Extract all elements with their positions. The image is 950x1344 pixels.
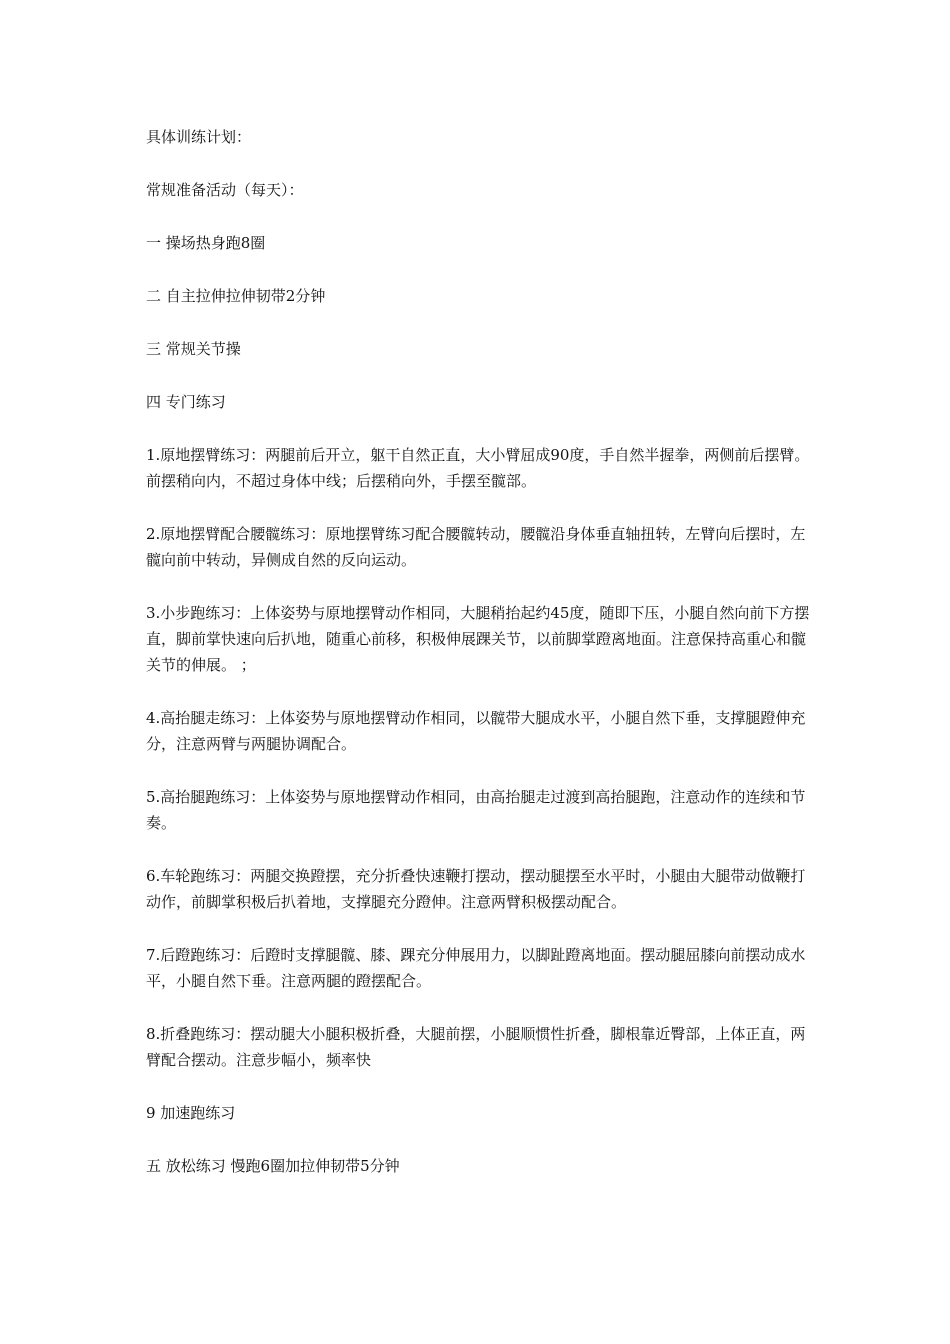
drill-9: 9 加速跑练习: [146, 1104, 236, 1122]
drill-6: 6.车轮跑练习：两腿交换蹬摆，充分折叠快速鞭打摆动，摆动腿摆至水平时，小腿由大腿带动做鞭打动作，前脚掌积极后扒着地，支撑腿充分蹬伸。注意两臂积极摆动配合。: [146, 867, 806, 911]
drill-2: 2.原地摆臂配合腰髋练习：原地摆臂练习配合腰髋转动，腰髋沿身体垂直轴扭转，左臂向后摆时，左髋向前中转动，异侧成自然的反向运动。: [146, 525, 806, 569]
drill-7: 7.后蹬跑练习：后蹬时支撑腿髋、膝、踝充分伸展用力，以脚趾蹬离地面。摆动腿屈膝向前摆动成水平，小腿自然下垂。注意两腿的蹬摆配合。: [146, 946, 806, 990]
step-3: 三 常规关节操: [146, 340, 241, 358]
drill-4: 4.高抬腿走练习：上体姿势与原地摆臂动作相同，以髋带大腿成水平，小腿自然下垂，支撑腿蹬伸充分，注意两臂与两腿协调配合。: [146, 709, 806, 753]
document-body: [146, 124, 811, 1206]
drill-5: 5.高抬腿跑练习：上体姿势与原地摆臂动作相同，由高抬腿走过渡到高抬腿跑，注意动作的连续和节奏。: [146, 788, 806, 832]
plan-heading: 具体训练计划：: [146, 128, 252, 146]
drill-8: 8.折叠跑练习：摆动腿大小腿积极折叠，大腿前摆，小腿顺惯性折叠，脚根靠近臀部，上体正直，两臂配合摆动。注意步幅小，频率快: [146, 1025, 806, 1069]
drill-3: 3.小步跑练习：上体姿势与原地摆臂动作相同，大腿稍抬起约45度，随即下压，小腿自然向前下方摆直，脚前掌快速向后扒地，随重心前移，积极伸展踝关节，以前脚掌蹬离地面。注意保持高重心和髋关节的伸展。 ；: [146, 604, 810, 674]
step-2: 二 自主拉伸拉伸韧带2分钟: [146, 287, 326, 305]
step-4: 四 专门练习: [146, 393, 226, 411]
warmup-heading: 常规准备活动（每天）：: [146, 181, 304, 199]
step-1: 一 操场热身跑8圈: [146, 234, 266, 252]
step-5: 五 放松练习 慢跑6圈加拉伸韧带5分钟: [146, 1157, 400, 1175]
drill-1: 1.原地摆臂练习：两腿前后开立，躯干自然正直，大小臂屈成90度，手自然半握拳，两侧前后摆臂。前摆稍向内，不超过身体中线；后摆稍向外，手摆至髋部。: [146, 446, 810, 490]
